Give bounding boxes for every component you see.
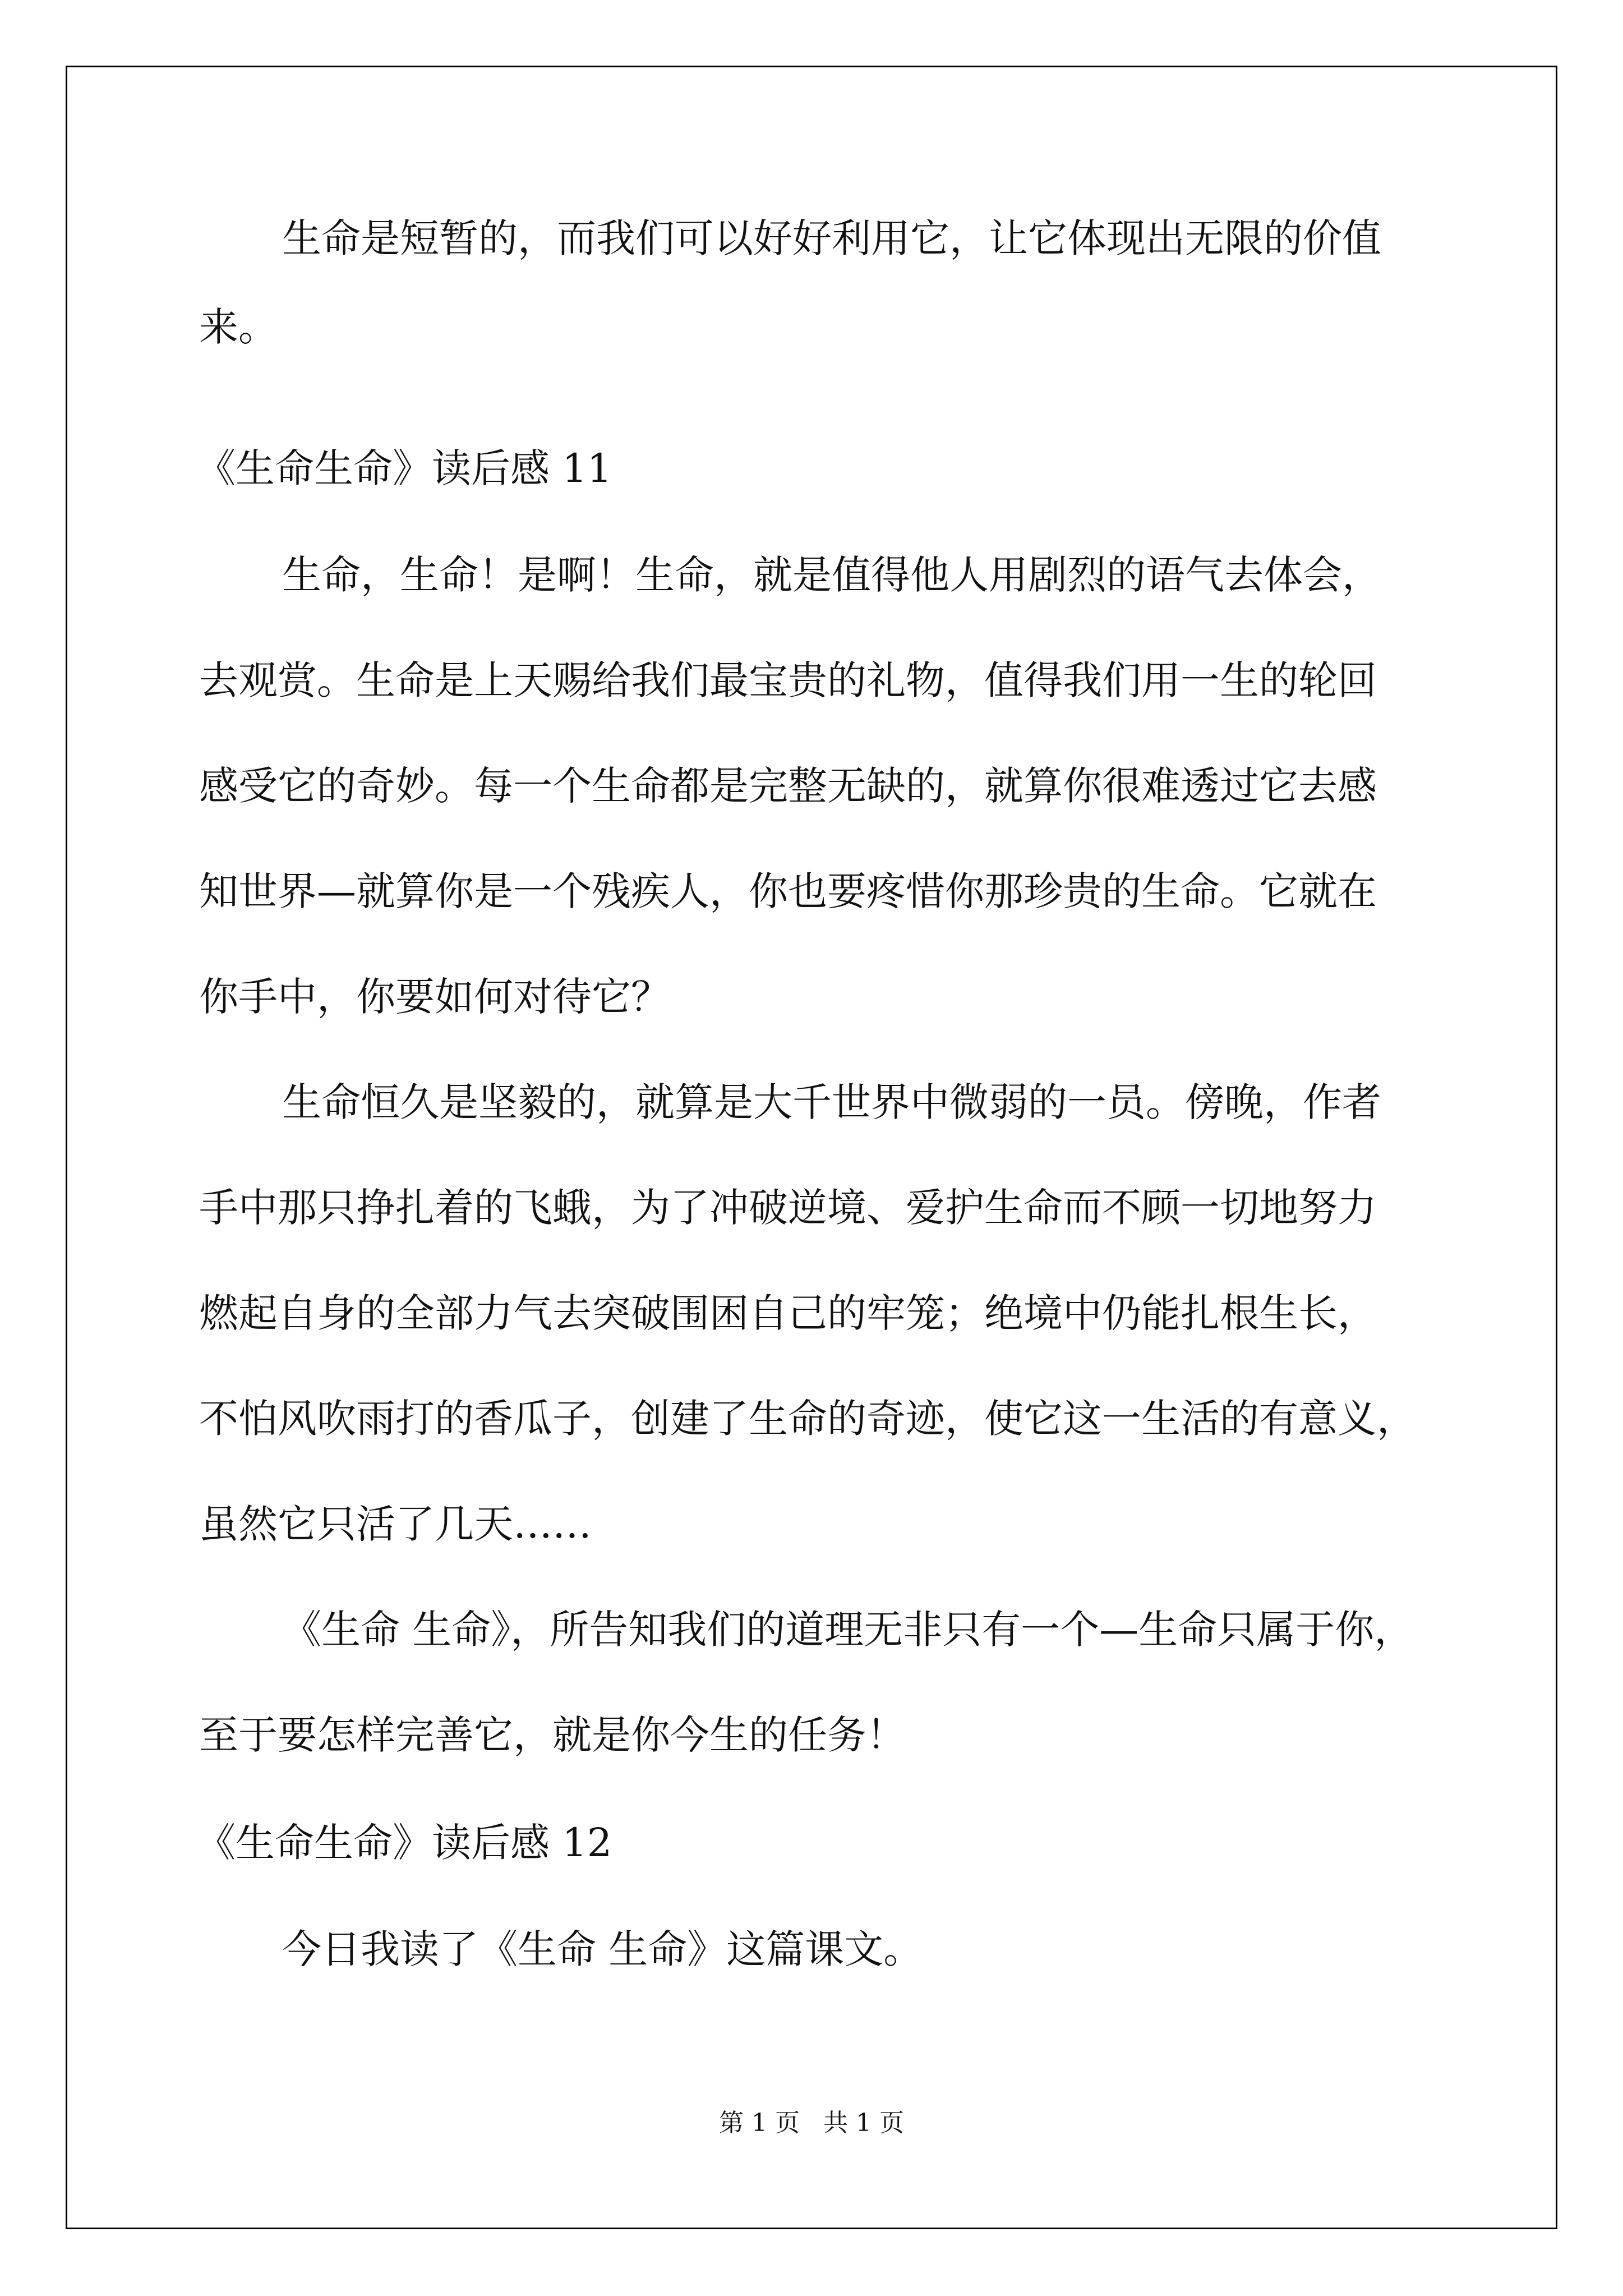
paragraph-line: 来。 — [199, 304, 278, 350]
page-number-footer: 第 1 页 共 1 页 — [719, 2109, 904, 2137]
paragraph-line: 不怕风吹雨打的香瓜子，创建了生命的奇迹，使它这一生活的有意义， — [199, 1396, 1416, 1442]
paragraph-line: 生命是短暂的，而我们可以好好利用它，让它体现出无限的价值 — [282, 215, 1381, 261]
paragraph-line: 《生命 生命》，所告知我们的道理无非只有一个—生命只属于你， — [282, 1607, 1414, 1653]
paragraph-line: 生命恒久是坚毅的，就算是大千世界中微弱的一员。傍晚，作者 — [282, 1079, 1381, 1125]
paragraph-line: 生命，生命！是啊！生命，就是值得他人用剧烈的语气去体会， — [282, 552, 1381, 598]
paragraph-line: 燃起自身的全部力气去突破围困自己的牢笼；绝境中仍能扎根生长， — [199, 1290, 1377, 1336]
paragraph-line: 你手中，你要如何对待它？ — [199, 974, 670, 1020]
paragraph-line: 去观赏。生命是上天赐给我们最宝贵的礼物，值得我们用一生的轮回 — [199, 657, 1377, 703]
paragraph-line: 今日我读了《生命 生命》这篇课文。 — [282, 1926, 923, 1972]
page-border — [66, 66, 1557, 2229]
paragraph-line: 至于要怎样完善它，就是你今生的任务！ — [199, 1712, 906, 1758]
paragraph-line: 知世界—就算你是一个残疾人，你也要疼惜你那珍贵的生命。它就在 — [199, 868, 1377, 914]
paragraph-line: 虽然它只活了几天…… — [199, 1501, 592, 1547]
paragraph-line: 感受它的奇妙。每一个生命都是完整无缺的，就算你很难透过它去感 — [199, 763, 1377, 809]
section-heading: 《生命生命》读后感 11 — [196, 445, 612, 491]
paragraph-line: 手中那只挣扎着的飞蛾，为了冲破逆境、爱护生命而不顾一切地努力 — [199, 1185, 1377, 1231]
section-heading: 《生命生命》读后感 12 — [196, 1820, 612, 1866]
